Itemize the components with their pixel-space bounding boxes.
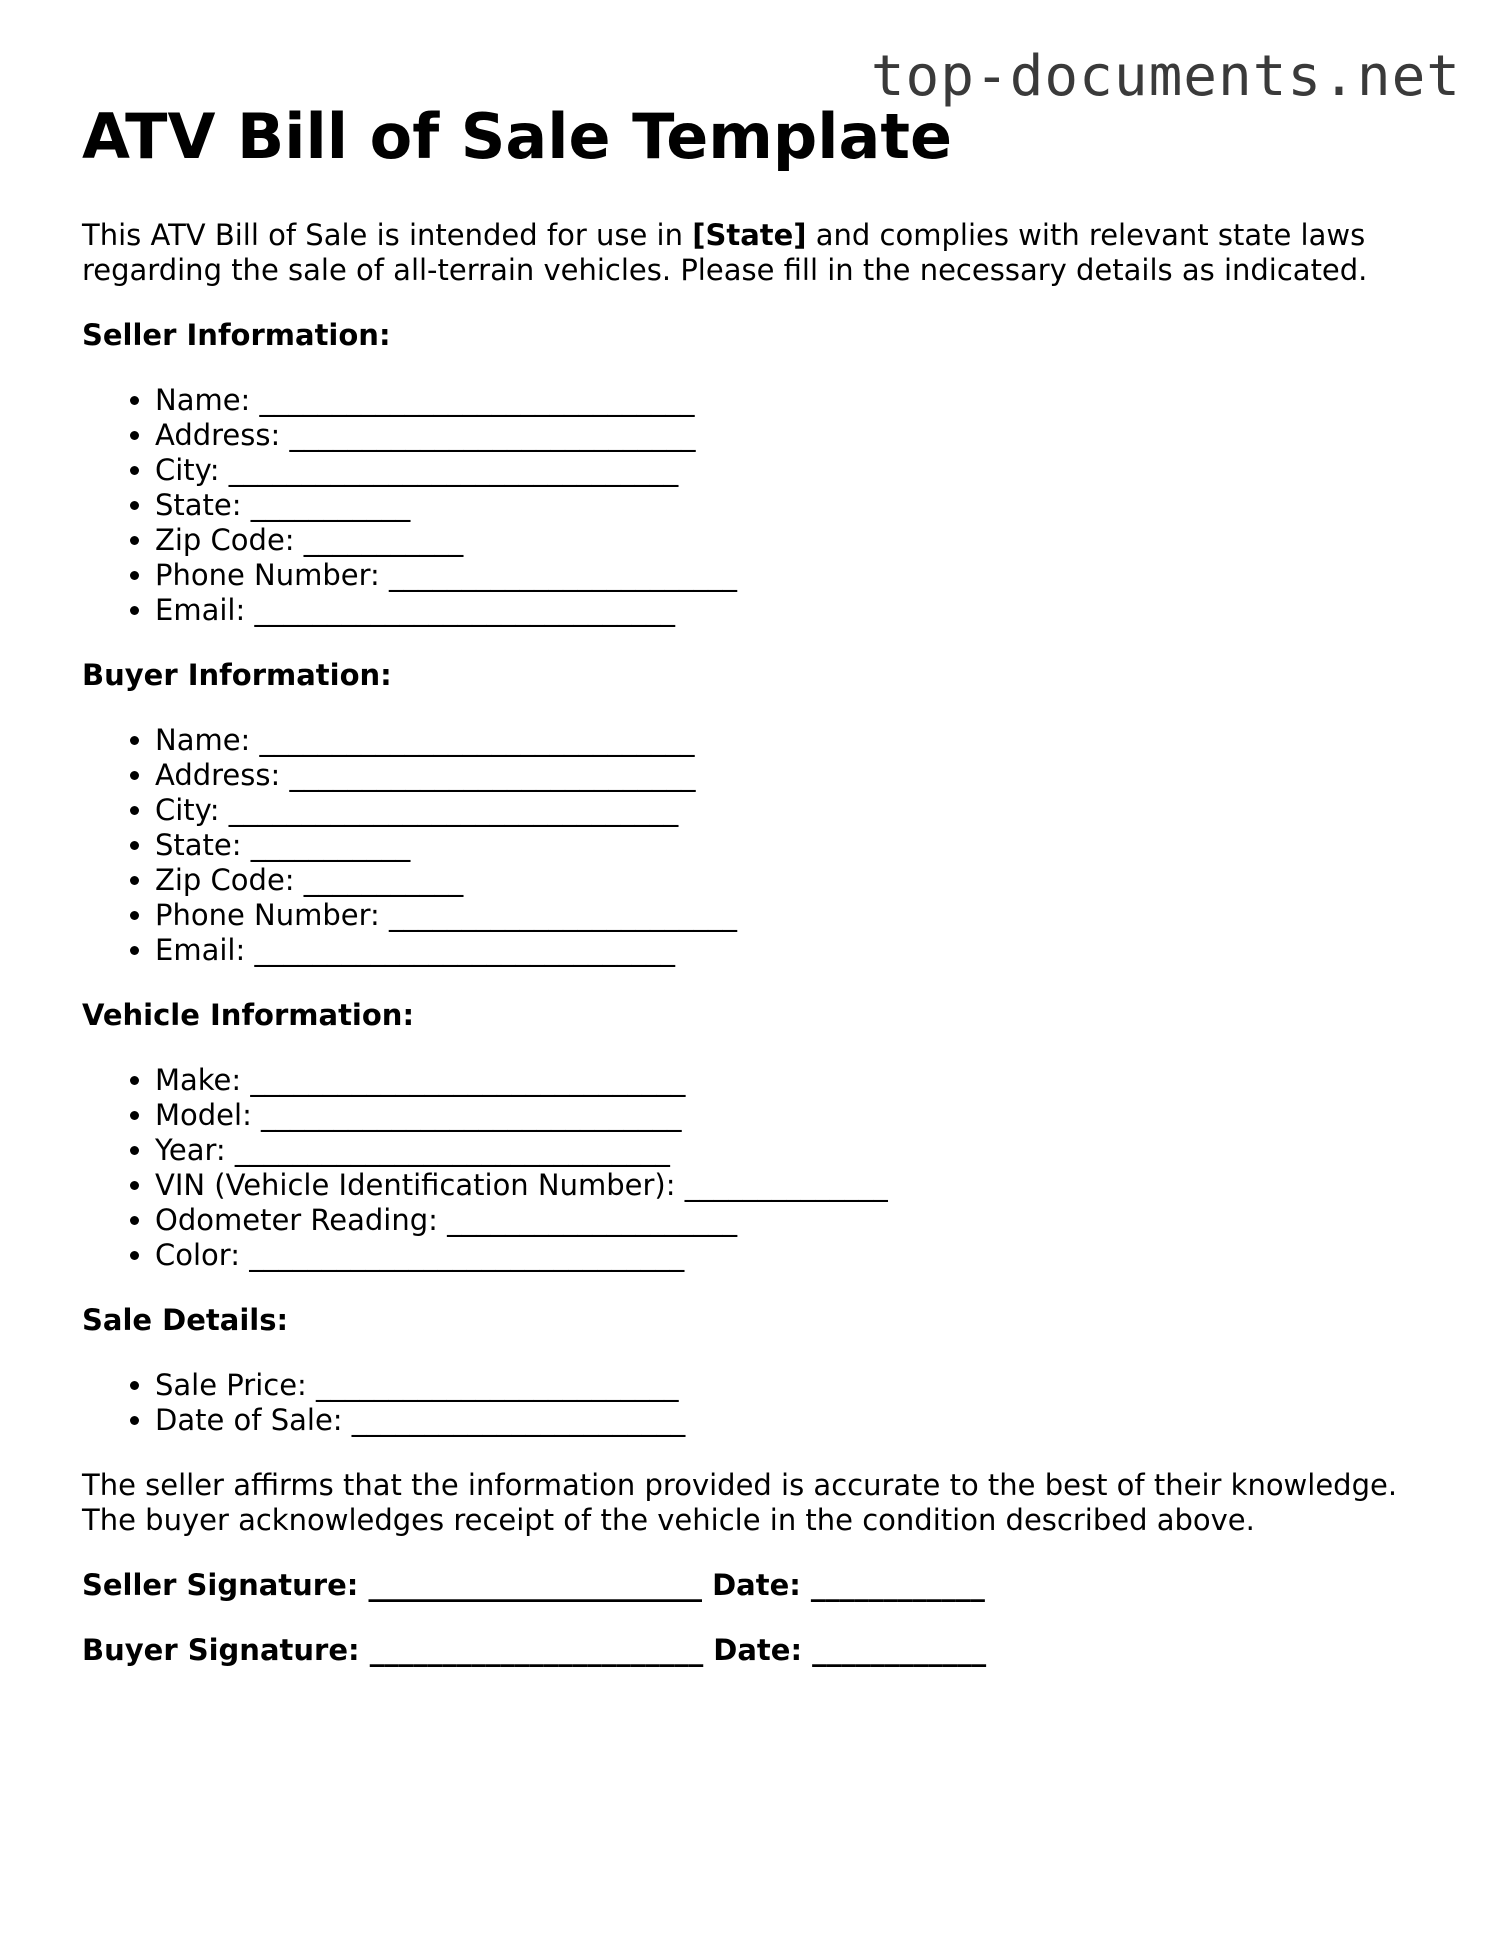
intro-paragraph <box>82 218 1442 288</box>
vehicle-odometer-field: • Odometer Reading: ____________________ <box>155 1203 1442 1238</box>
vehicle-color-field: • Color: ______________________________ <box>155 1238 1442 1273</box>
intro-text-after: and complies with relevant state laws regarding the sale of all-terrain vehicles. Please fill in the necessary details as indicated. <box>82 218 1368 288</box>
vehicle-make-field: • Make: ______________________________ <box>155 1063 1442 1098</box>
buyer-signature-line: Buyer Signature: _______________________ Date: ____________ <box>82 1633 987 1668</box>
vehicle-information-heading: Vehicle Information: <box>82 998 415 1033</box>
sale-details-heading: Sale Details: <box>82 1303 289 1338</box>
buyer-information-list <box>82 723 1442 968</box>
seller-name-field: • Name: ______________________________ <box>155 383 1442 418</box>
seller-state-field: • State: ___________ <box>155 488 1442 523</box>
vehicle-year-field: • Year: ______________________________ <box>155 1133 1442 1168</box>
buyer-email-field: • Email: _____________________________ <box>155 933 1442 968</box>
seller-zip-field: • Zip Code: ___________ <box>155 523 1442 558</box>
vehicle-information-list <box>82 1063 1442 1273</box>
vehicle-model-field: • Model: _____________________________ <box>155 1098 1442 1133</box>
seller-phone-field: • Phone Number: ________________________ <box>155 558 1442 593</box>
seller-address-field: • Address: ____________________________ <box>155 418 1442 453</box>
buyer-address-field: • Address: ____________________________ <box>155 758 1442 793</box>
sale-price-field: • Sale Price: _________________________ <box>155 1368 1442 1403</box>
document-page <box>82 100 1442 1668</box>
seller-city-field: • City: _______________________________ <box>155 453 1442 488</box>
sale-details-list <box>82 1368 1442 1438</box>
buyer-name-field: • Name: ______________________________ <box>155 723 1442 758</box>
document-title: ATV Bill of Sale Template <box>82 100 953 173</box>
watermark: top-documents.net <box>870 44 1461 109</box>
state-placeholder: [State] <box>692 218 807 253</box>
sale-date-field: • Date of Sale: _______________________ <box>155 1403 1442 1438</box>
buyer-city-field: • City: _______________________________ <box>155 793 1442 828</box>
seller-signature-line: Seller Signature: _______________________ Date: ____________ <box>82 1568 985 1603</box>
seller-information-heading: Seller Information: <box>82 318 391 353</box>
seller-email-field: • Email: _____________________________ <box>155 593 1442 628</box>
buyer-zip-field: • Zip Code: ___________ <box>155 863 1442 898</box>
buyer-information-heading: Buyer Information: <box>82 658 392 693</box>
affirmation-paragraph: The seller affirms that the information provided is accurate to the best of their knowledge. The buyer acknowledges receipt of the vehicle in the condition described above. <box>82 1468 1398 1538</box>
vehicle-vin-field: • VIN (Vehicle Identification Number): ______________ <box>155 1168 1442 1203</box>
buyer-state-field: • State: ___________ <box>155 828 1442 863</box>
buyer-phone-field: • Phone Number: ________________________ <box>155 898 1442 933</box>
intro-text-before: This ATV Bill of Sale is intended for use in <box>82 218 693 253</box>
seller-information-list <box>82 383 1442 628</box>
